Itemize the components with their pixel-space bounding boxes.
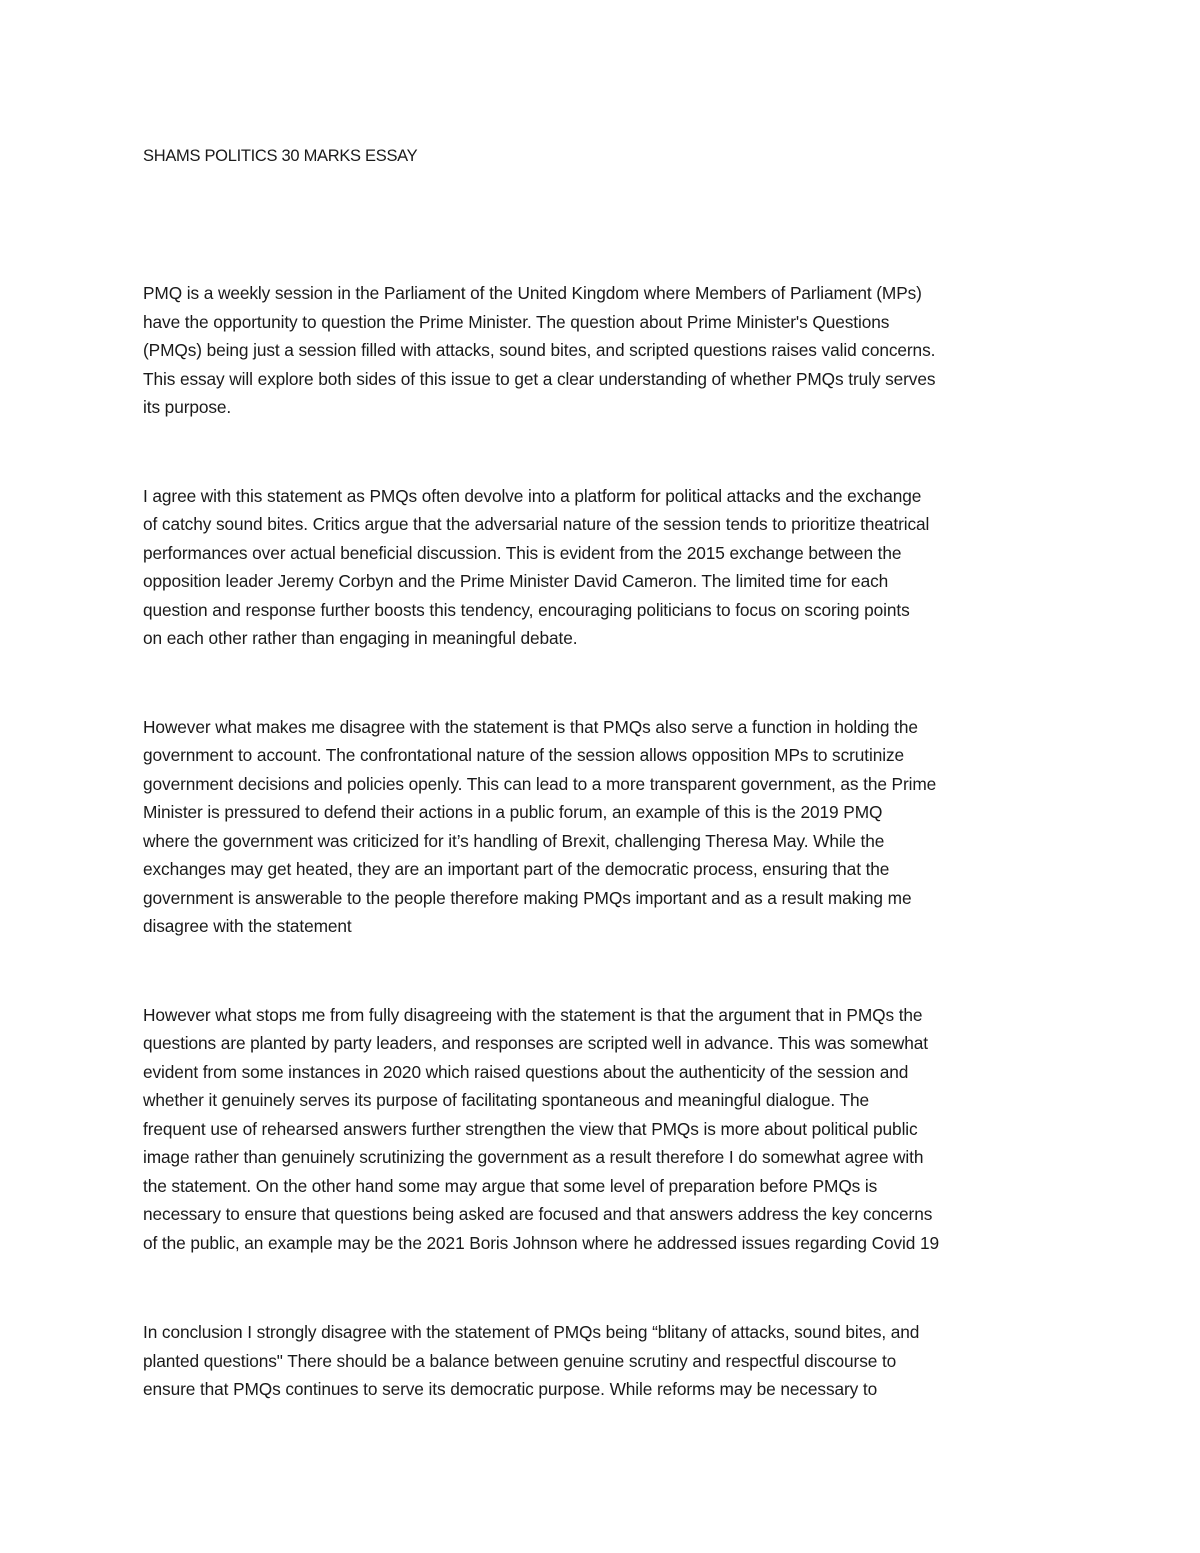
paragraph-line: question and response further boosts this tendency, encouraging politicians to focus on scoring points (143, 599, 910, 620)
paragraph-line: its purpose. (143, 397, 232, 417)
paragraph-line: the statement. On the other hand some may argue that some level of preparation before PMQs is (143, 1175, 878, 1196)
document-body (143, 142, 1058, 1404)
paragraph-line: ensure that PMQs continues to serve its democratic purpose. While reforms may be necessary to (143, 1379, 878, 1399)
paragraph-line: image rather than genuinely scrutinizing the government as a result therefore I do somewhat agree with (143, 1147, 924, 1167)
paragraph-line: frequent use of rehearsed answers further strengthen the view that PMQs is more about political public (143, 1118, 918, 1139)
paragraph-line: whether it genuinely serves its purpose of facilitating spontaneous and meaningful dialogue. The (143, 1090, 869, 1110)
paragraph-line: However what makes me disagree with the statement is that PMQs also serve a function in holding the (143, 716, 918, 737)
paragraph-agree (143, 482, 1058, 653)
paragraph-line: (PMQs) being just a session filled with attacks, sound bites, and scripted questions raises valid concerns. (143, 340, 936, 360)
paragraph-line: PMQ is a weekly session in the Parliament of the United Kingdom where Members of Parliament (MPs) (143, 283, 922, 303)
paragraph-line: of the public, an example may be the 2021 Boris Johnson where he addressed issues regarding Covid 19 (143, 1232, 939, 1253)
paragraph-line: government decisions and policies openly. This can lead to a more transparent government, as the Prime (143, 773, 937, 794)
paragraph-line: exchanges may get heated, they are an important part of the democratic process, ensuring that the (143, 859, 890, 879)
paragraph-line: I agree with this statement as PMQs often devolve into a platform for political attacks and the exchange (143, 485, 922, 506)
paragraph-line: on each other rather than engaging in meaningful debate. (143, 628, 578, 648)
paragraph-line: disagree with the statement (143, 916, 352, 936)
paragraph-line: questions are planted by party leaders, and responses are scripted well in advance. This was somewhat (143, 1033, 928, 1053)
paragraph-line: Minister is pressured to defend their actions in a public forum, an example of this is the 2019 PMQ (143, 802, 883, 822)
paragraph-line: However what stops me from fully disagreeing with the statement is that the argument that in PMQs the (143, 1004, 923, 1025)
paragraph-line: of catchy sound bites. Critics argue that the adversarial nature of the session tends to prioritize theatrical (143, 514, 930, 534)
document-title: SHAMS POLITICS 30 MARKS ESSAY (143, 147, 418, 165)
paragraph-line: In conclusion I strongly disagree with the statement of PMQs being “blitany of attacks, sound bites, and (143, 1322, 920, 1342)
paragraph-line: have the opportunity to question the Prime Minister. The question about Prime Minister's Questions (143, 311, 890, 332)
paragraph-line: performances over actual beneficial discussion. This is evident from the 2015 exchange between the (143, 542, 902, 563)
paragraph-line: necessary to ensure that questions being asked are focused and that answers address the key concerns (143, 1204, 933, 1224)
paragraph-disagree (143, 713, 1058, 941)
paragraph-conclusion (143, 1318, 1058, 1404)
paragraph-counterpoint (143, 1001, 1058, 1258)
paragraph-line: where the government was criticized for it’s handling of Brexit, challenging Theresa May. While the (143, 830, 885, 851)
paragraph-line: planted questions" There should be a balance between genuine scrutiny and respectful discourse to (143, 1350, 897, 1371)
paragraph-line: opposition leader Jeremy Corbyn and the Prime Minister David Cameron. The limited time for each (143, 571, 889, 591)
paragraph-introduction (143, 279, 1058, 422)
paragraph-line: evident from some instances in 2020 which raised questions about the authenticity of the session and (143, 1061, 909, 1082)
paragraph-line: government is answerable to the people therefore making PMQs important and as a result making me (143, 887, 912, 908)
paragraph-line: government to account. The confrontational nature of the session allows opposition MPs to scrutinize (143, 745, 905, 765)
paragraph-line: This essay will explore both sides of this issue to get a clear understanding of whether PMQs truly serves (143, 368, 936, 389)
